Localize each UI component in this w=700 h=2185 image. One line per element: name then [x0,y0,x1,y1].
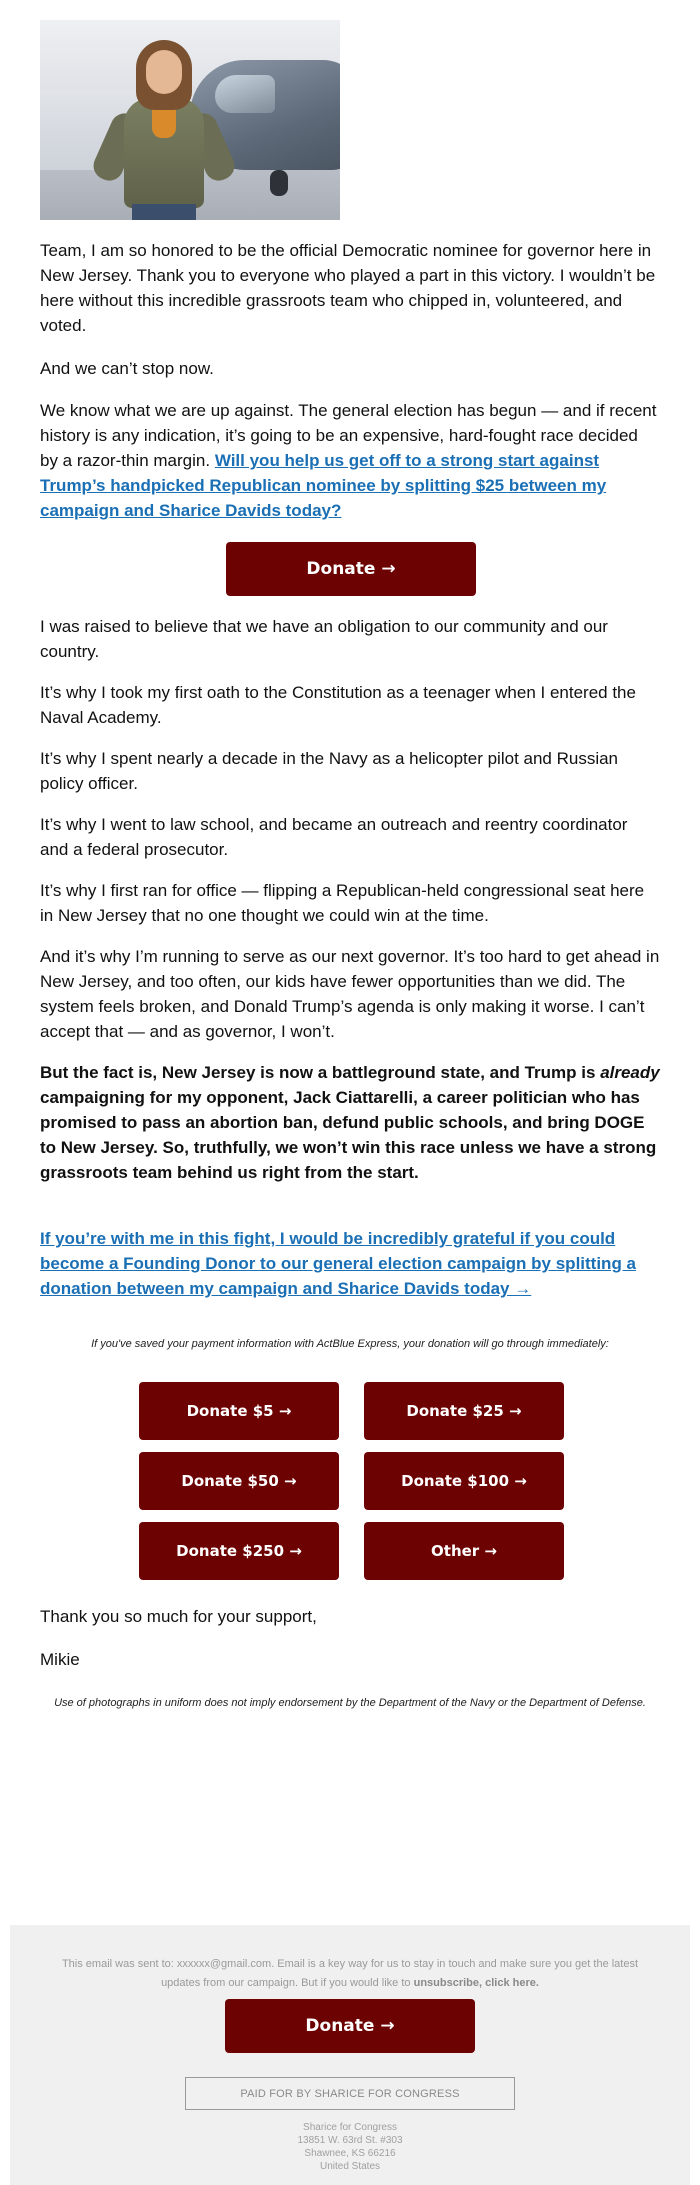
uniform-disclaimer: Use of photographs in uniform does not imply endorsement by the Department of the Navy or the Department of Defense. [54,1697,646,1709]
footer-donate-button[interactable]: Donate → [225,1999,475,2053]
actblue-express-note: If you've saved your payment information with ActBlue Express, your donation will go through immediately: [91,1338,609,1350]
paid-for-disclaimer: PAID FOR BY SHARICE FOR CONGRESS [185,2077,515,2110]
footer-notice [50,1955,650,1993]
story-paragraph: And it’s why I’m running to serve as our next governor. It’s too hard to get ahead in New Jersey, and too often, our kids have fewer opportunities than we did. The system feels broken, and Donald Trump’s agenda is only making it worse. I can’t accept that — and as governor, I won’t. [40,947,660,1041]
battleground-emphasis: already [600,1063,660,1082]
hero-image [40,20,340,220]
battleground-paragraph [40,1060,660,1185]
donate-100-button[interactable]: Donate $100 → [364,1452,564,1510]
intro-paragraph-3-text: We know what we are up against. The general election has begun — and if recent history is any indication, it’s going to be an expensive, hard-fought race decided by a razor-thin margin. [40,401,657,470]
recipient-email: xxxxxx@gmail.com [176,1958,272,1970]
battleground-text-after: campaigning for my opponent, Jack Ciattarelli, a career politician who has promised to pass an abortion ban, defund public schools, and bring DOGE to New Jersey. So, truthfully, we won’t win this race unless we have a strong grassroots team behind us right from the start. [40,1088,657,1182]
story-paragraph: It’s why I went to law school, and became an outreach and reentry coordinator and a federal prosecutor. [40,815,628,859]
intro-paragraph-2: And we can’t stop now. [40,359,214,378]
donate-button[interactable]: Donate → [226,542,476,596]
address-line: 13851 W. 63rd St. #303 [297,2135,403,2146]
email-footer [10,1925,690,2185]
address-line: Shawnee, KS 66216 [304,2148,396,2159]
unsubscribe-link[interactable]: unsubscribe, click here. [413,1977,539,1989]
mailing-address [50,2121,650,2173]
footer-sent-prefix: This email was sent to: [61,1958,177,1970]
person-face [146,50,182,94]
footer-sent-suffix: . Email is a key way for us to stay in touch and make sure you get the latest updates from our campaign. But if you would like to [161,1958,639,1989]
signature: Mikie [40,1650,80,1669]
split-25-link[interactable]: Will you help us get off to a strong start against Trump’s handpicked Republican nominee by splitting $25 between my campaign and Sharice Davids today? [40,451,607,520]
donate-50-button[interactable]: Donate $50 → [139,1452,339,1510]
closing-thanks: Thank you so much for your support, [40,1607,317,1626]
founding-donor-link[interactable]: If you’re with me in this fight, I would be incredibly grateful if you could become a Founding Donor to our general election campaign by splitting a donation between my campaign and Sharice Davids today → [40,1229,637,1298]
story-paragraph: It’s why I spent nearly a decade in the Navy as a helicopter pilot and Russian policy officer. [40,749,619,793]
helicopter-wheel [270,170,288,196]
intro-paragraph-3 [40,398,660,523]
donate-250-button[interactable]: Donate $250 → [139,1522,339,1580]
donate-other-button[interactable]: Other → [364,1522,564,1580]
story-paragraph: It’s why I first ran for office — flipping a Republican-held congressional seat here in New Jersey that no one thought we could win at the time. [40,881,645,925]
founding-donor-paragraph [40,1226,660,1301]
address-line: United States [319,2161,381,2172]
battleground-text-before: But the fact is, New Jersey is now a battleground state, and Trump is [40,1063,601,1082]
donate-25-button[interactable]: Donate $25 → [364,1382,564,1440]
donate-5-button[interactable]: Donate $5 → [139,1382,339,1440]
helicopter-window [215,75,275,113]
story-paragraph: I was raised to believe that we have an obligation to our community and our country. [40,617,608,661]
intro-paragraph-1: Team, I am so honored to be the official Democratic nominee for governor here in New Jersey. Thank you to everyone who played a part in this victory. I wouldn’t be here without this incredible grassroots team who chipped in, volunteered, and voted. [40,241,656,335]
person-jeans [132,204,196,220]
address-line: Sharice for Congress [303,2122,397,2133]
story-paragraph: It’s why I took my first oath to the Constitution as a teenager when I entered the Naval Academy. [40,683,636,727]
